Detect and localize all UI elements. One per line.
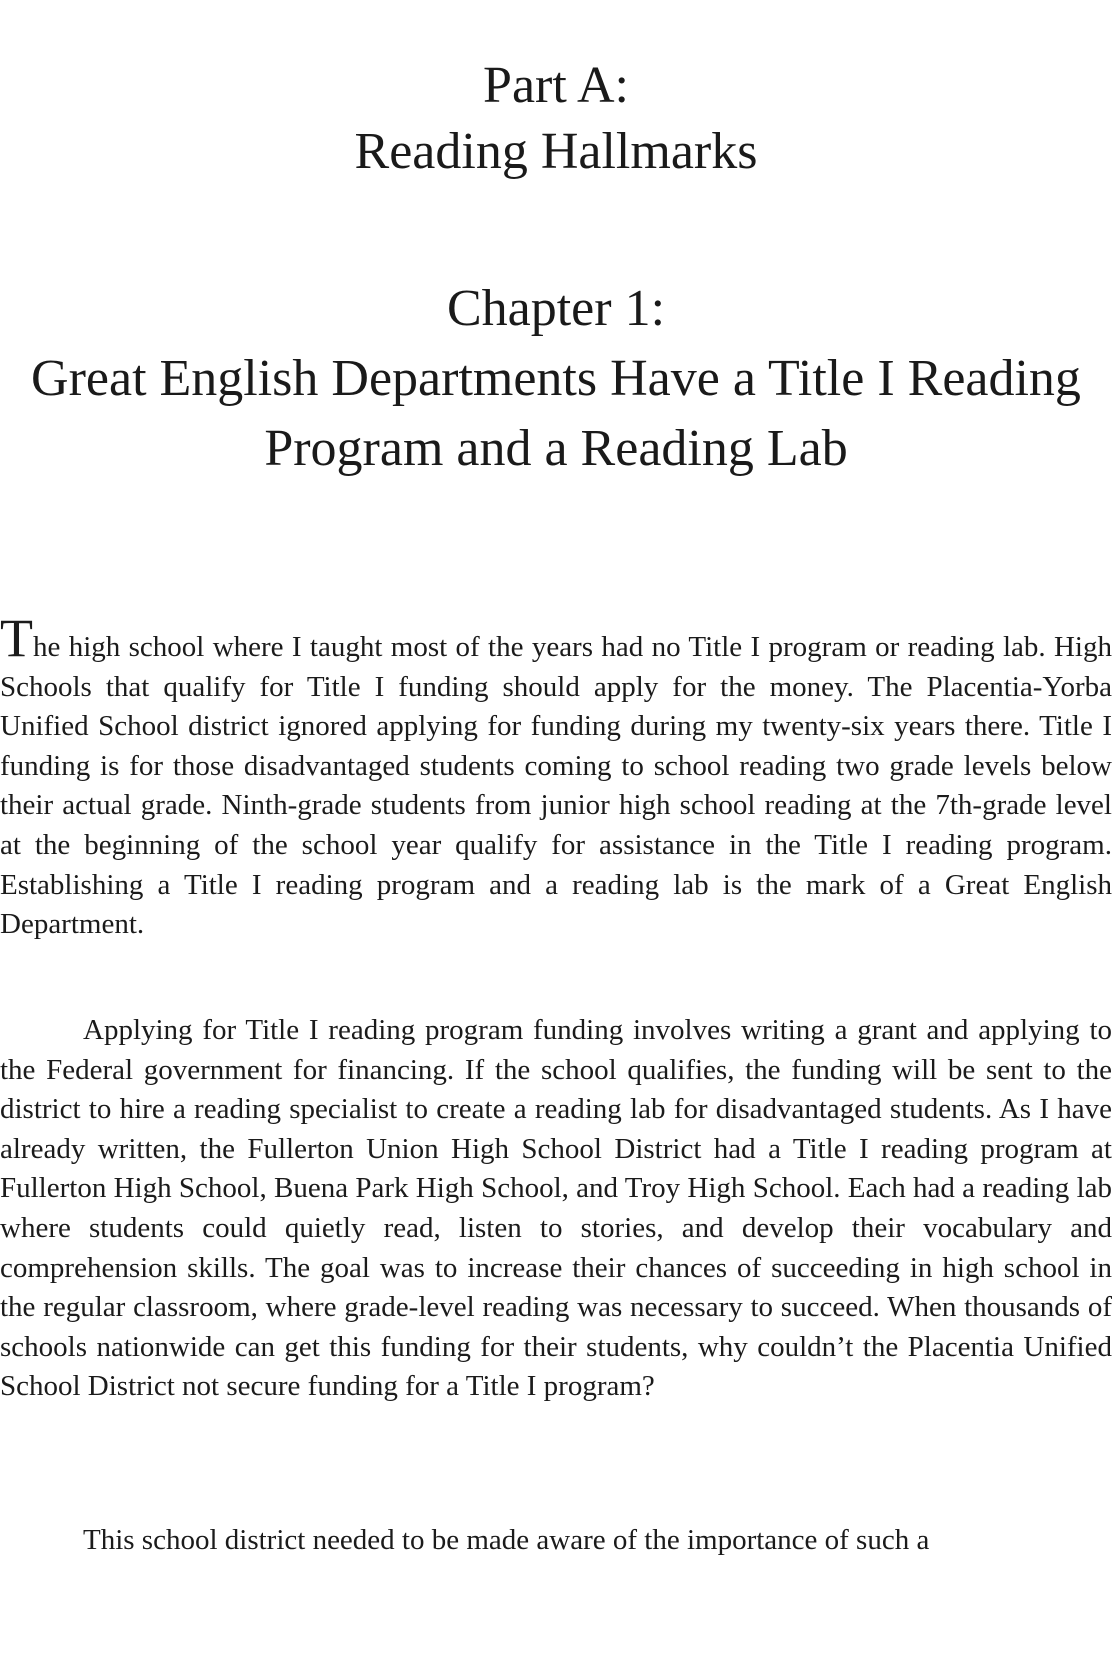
body-paragraph-2: Applying for Title I reading program funding involves writing a grant and applying to the Federal government for financing. If the school qualifies, the funding will be sent to the district to hire a reading specialist to create a reading lab for disadvantaged students. As I have already written, the Fullerton Union High School District had a Title I reading program at Fullerton High School, Buena Park High School, and Troy High School. Each had a reading lab where students could quietly read, listen to stories, and develop their vocabulary and comprehension skills. The goal was to increase their chances of succeeding in high school in the regular classroom, where grade-level reading was necessary to succeed. When thousands of schools nationwide can get this funding for their students, why couldn’t the Placentia Unified School District not secure funding for a Title I program? [0,1014,1112,1403]
chapter-title-line-2: Program and a Reading Lab [264,420,848,477]
part-heading [0,53,1112,185]
part-label: Part A: [483,57,629,114]
chapter-title-line-1: Great English Departments Have a Title I Reading [31,350,1081,407]
chapter-heading [0,274,1112,484]
part-title: Reading Hallmarks [354,123,758,180]
drop-cap-letter: T [0,608,33,668]
body-paragraph-3: This school district needed to be made aware of the importance of such a [83,1524,930,1556]
paragraph-1-text: he high school where I taught most of the years had no Title I program or reading lab. High Schools that qualify for Title I funding should apply for the money. The Placentia-Yorba Unified School district ignored applying for funding during my twenty-six years there. Title I funding is for those disadvantaged students coming to school reading two grade levels below their actual grade. Ninth-grade students from junior high school reading at the 7th-grade level at the beginning of the school year qualify for assistance in the Title I reading program. Establishing a Title I reading program and a reading lab is the mark of a Great English Department. [0,631,1112,941]
body-paragraph-1 [0,608,1112,945]
chapter-label: Chapter 1: [446,280,666,337]
